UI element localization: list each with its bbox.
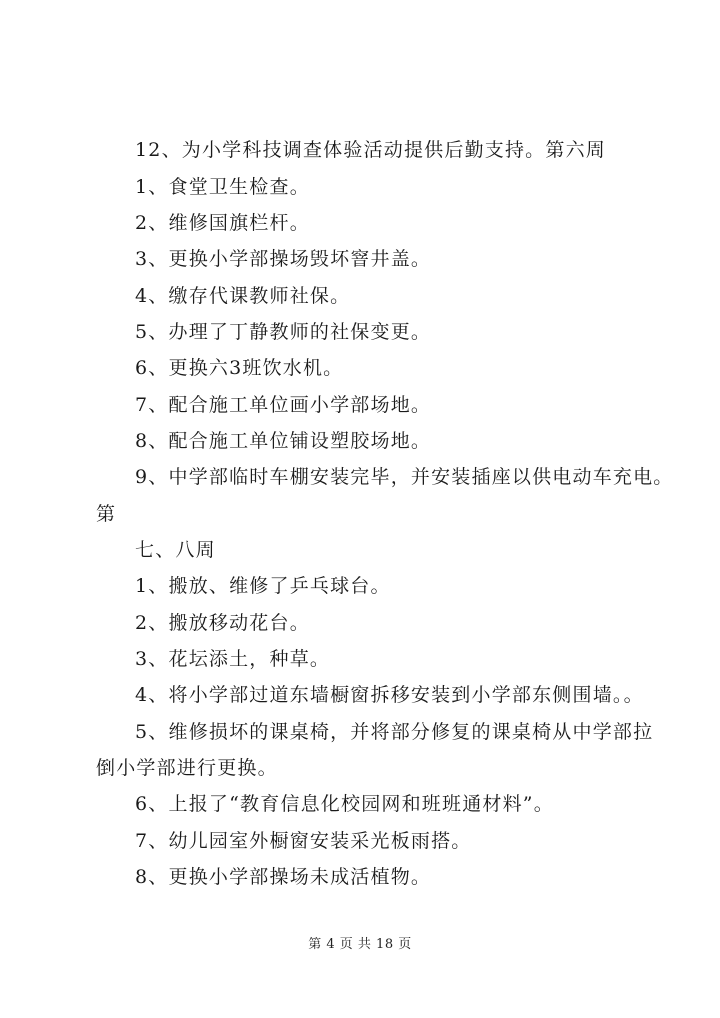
text-line: 2、维修国旗栏杆。 (135, 212, 310, 234)
text-line: 2、搬放移动花台。 (135, 612, 310, 634)
text-line: 倒小学部进行更换。 (96, 757, 278, 779)
text-line: 6、更换六3班饮水机。 (135, 357, 344, 379)
text-line: 5、办理了丁静教师的社保变更。 (135, 321, 432, 343)
text-line: 4、将小学部过道东墙橱窗拆移安装到小学部东侧围墙。。 (135, 684, 644, 706)
text-line: 7、配合施工单位画小学部场地。 (135, 394, 432, 416)
text-line: 8、配合施工单位铺设塑胶场地。 (135, 430, 432, 452)
text-line: 4、缴存代课教师社保。 (135, 285, 351, 307)
text-line: 3、花坛添土，种草。 (135, 648, 331, 670)
section-heading: 七、八周 (135, 539, 216, 561)
text-line: 3、更换小学部操场毁坏窨井盖。 (135, 248, 432, 270)
text-line: 1、食堂卫生检查。 (135, 176, 310, 198)
page-number-footer: 第 4 页 共 18 页 (308, 937, 412, 952)
text-line: 9、中学部临时车棚安装完毕，并安装插座以供电动车充电。 (135, 466, 674, 488)
text-line: 第 (96, 503, 117, 525)
text-line: 12、为小学科技调查体验活动提供后勤支持。第六周 (135, 139, 606, 161)
text-line: 5、维修损坏的课桌椅，并将部分修复的课桌椅从中学部拉 (135, 721, 654, 743)
text-line: 1、搬放、维修了乒乓球台。 (135, 575, 391, 597)
text-line: 6、上报了“教育信息化校园网和班班通材料”。 (135, 793, 554, 815)
text-line: 8、更换小学部操场未成活植物。 (135, 866, 432, 888)
text-line: 7、幼儿园室外橱窗安装采光板雨搭。 (135, 830, 472, 852)
